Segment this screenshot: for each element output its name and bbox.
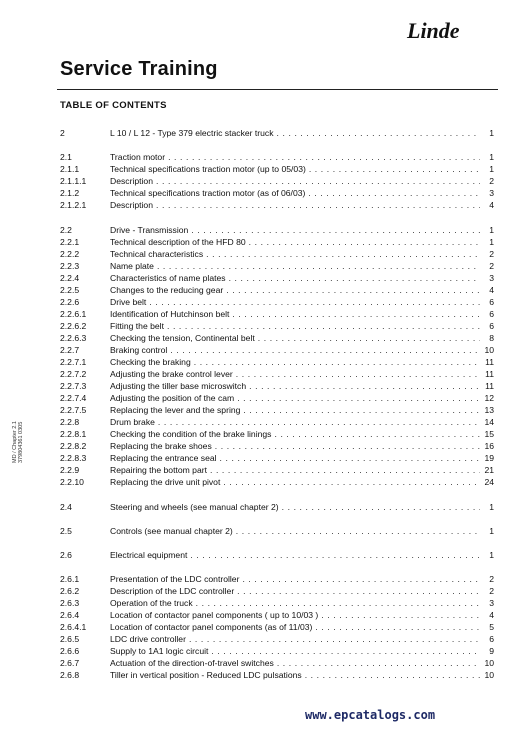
toc-entry[interactable] [60, 585, 496, 597]
toc-entry[interactable] [60, 573, 496, 585]
toc-entry-title: Technical specifications traction motor (up to 05/03) . . . [110, 163, 480, 175]
toc-entry-page: 11 [485, 357, 494, 367]
toc-entry[interactable] [60, 199, 496, 211]
toc-entry-number: 2.2.6.1 [60, 309, 87, 319]
toc-entry-number: 2.2.7.4 [60, 393, 87, 403]
toc-entry-title: Adjusting the tiller base microswitch . . . [110, 380, 480, 392]
toc-entry[interactable] [60, 284, 496, 296]
toc-entry-number: 2.2.8 [60, 417, 80, 427]
toc-entry-title: Presentation of the LDC controller . . . [110, 573, 480, 585]
logo-text: Linde [407, 18, 460, 43]
toc-entry-number: 2.6.3 [60, 598, 80, 608]
toc-entry[interactable] [60, 187, 496, 199]
toc-entry[interactable] [60, 669, 496, 681]
toc-entry-number: 2.6.7 [60, 658, 80, 668]
toc-entry-page: 5 [489, 622, 494, 632]
toc-entry[interactable] [60, 440, 496, 452]
toc-entry[interactable] [60, 549, 496, 561]
toc-entry-title: Technical characteristics . . . [110, 248, 480, 260]
toc-entry-number: 2.2.8.2 [60, 441, 87, 451]
toc-entry-number: 2.1.1 [60, 164, 80, 174]
toc-entry[interactable] [60, 464, 496, 476]
toc-entry[interactable] [60, 392, 496, 404]
toc-entry-page: 11 [485, 381, 494, 391]
toc-entry-page: 19 [484, 453, 494, 463]
toc-entry-page: 2 [489, 261, 494, 271]
toc-entry-title: LDC drive controller . . . [110, 633, 480, 645]
toc-entry-number: 2.2.4 [60, 273, 80, 283]
toc-entry-number: 2.6.6 [60, 646, 80, 656]
toc-entry-number: 2.2.5 [60, 285, 80, 295]
toc-entry-title: Adjusting the brake control lever . . . [110, 368, 480, 380]
toc-entry-title: Braking control . . . [110, 344, 480, 356]
toc-entry-title: Description . . . [110, 175, 480, 187]
toc-entry-title: Technical specifications traction motor (as of 06/03) . . . [110, 187, 480, 199]
toc-entry-page: 14 [484, 417, 494, 427]
toc-entry[interactable] [60, 224, 496, 236]
toc-entry-page: 4 [489, 285, 494, 295]
toc-entry-page: 2 [489, 574, 494, 584]
footer-url[interactable]: www.epcatalogs.com [305, 708, 436, 722]
toc-entry-title: Description of the LDC controller . . . [110, 585, 480, 597]
toc-entry-title: Steering and wheels (see manual chapter 2) . . . [110, 501, 480, 513]
toc-entry-number: 2.6.4.1 [60, 622, 87, 632]
side-note-line: 379804361 0305 [18, 421, 24, 463]
toc-entry[interactable] [60, 320, 496, 332]
toc-entry[interactable] [60, 272, 496, 284]
toc-entry-title: Description . . . [110, 199, 480, 211]
toc-entry-page: 10 [484, 670, 494, 680]
toc-entry-number: 2.2.10 [60, 477, 84, 487]
toc-entry[interactable] [60, 260, 496, 272]
toc-entry[interactable] [60, 609, 496, 621]
toc-entry-number: 2.2.9 [60, 465, 80, 475]
toc-entry-title: Checking the condition of the brake linings . . . [110, 428, 480, 440]
toc-entry[interactable] [60, 525, 496, 537]
toc-entry-number: 2.1.1.1 [60, 176, 87, 186]
toc-entry-title: Characteristics of name plates . . . [110, 272, 480, 284]
toc-entry[interactable] [60, 296, 496, 308]
toc-entry[interactable] [60, 127, 496, 139]
toc-entry-title: Traction motor . . . [110, 151, 480, 163]
toc-entry[interactable] [60, 380, 496, 392]
toc-entry-page: 6 [489, 297, 494, 307]
toc-entry-title: Drive - Transmission . . . [110, 224, 480, 236]
toc-entry-title: Actuation of the direction-of-travel switches . . . [110, 657, 480, 669]
toc-entry-page: 6 [489, 634, 494, 644]
toc-entry[interactable] [60, 633, 496, 645]
toc-entry-title: Tiller in vertical position - Reduced LDC pulsations . . . [110, 669, 480, 681]
toc-entry-number: 2.6.2 [60, 586, 80, 596]
toc-entry-number: 2.1.2.1 [60, 200, 87, 210]
toc-entry-number: 2.2.6.3 [60, 333, 87, 343]
toc-entry[interactable] [60, 452, 496, 464]
toc-entry-page: 1 [489, 526, 494, 536]
toc-entry-page: 10 [484, 345, 494, 355]
toc-entry-page: 1 [489, 550, 494, 560]
toc-heading: TABLE OF CONTENTS [60, 100, 167, 111]
toc-entry-title: Replacing the brake shoes . . . [110, 440, 480, 452]
toc-entry-page: 1 [489, 164, 494, 174]
toc-entry-title: Drum brake . . . [110, 416, 480, 428]
toc-entry-page: 1 [489, 237, 494, 247]
toc-entry[interactable] [60, 416, 496, 428]
toc-entry-title: Location of contactor panel components (as of 11/03) . . . [110, 621, 480, 633]
toc-entry-title: Supply to 1A1 logic circuit . . . [110, 645, 480, 657]
toc-entry-title: Checking the tension, Continental belt . . . [110, 332, 480, 344]
toc-entry-title: Replacing the lever and the spring . . . [110, 404, 480, 416]
toc-entry-title: Electrical equipment . . . [110, 549, 480, 561]
toc-entry[interactable] [60, 621, 496, 633]
toc-entry-page: 3 [489, 598, 494, 608]
toc-entry[interactable] [60, 344, 496, 356]
toc-entry-number: 2.2.2 [60, 249, 80, 259]
toc-entry-title: Drive belt . . . [110, 296, 480, 308]
toc-entry-page: 1 [489, 502, 494, 512]
toc-entry[interactable] [60, 236, 496, 248]
toc-entry-title: Location of contactor panel components ( up to 10/03 ) . . . [110, 609, 480, 621]
toc-entry-number: 2.2.8.1 [60, 429, 87, 439]
toc-entry-page: 9 [489, 646, 494, 656]
toc-entry-number: 2.6.4 [60, 610, 80, 620]
toc-entry-title: Controls (see manual chapter 2) . . . [110, 525, 480, 537]
toc-entry-page: 4 [489, 200, 494, 210]
toc-entry-title: Changes to the reducing gear . . . [110, 284, 480, 296]
toc-entry[interactable] [60, 428, 496, 440]
toc-entry-page: 13 [484, 405, 494, 415]
toc-entry-page: 11 [485, 369, 494, 379]
toc-entry-page: 2 [489, 249, 494, 259]
toc-entry-page: 12 [484, 393, 494, 403]
toc-entry-page: 1 [489, 152, 494, 162]
toc-entry-number: 2.2.7.2 [60, 369, 87, 379]
toc-entry-number: 2.2.6.2 [60, 321, 87, 331]
toc-entry-page: 21 [484, 465, 494, 475]
toc-entry-page: 3 [489, 188, 494, 198]
toc-entry-number: 2.2.7.3 [60, 381, 87, 391]
toc-entry[interactable] [60, 476, 496, 488]
toc-entry-number: 2.2.6 [60, 297, 80, 307]
toc-entry[interactable] [60, 248, 496, 260]
toc-entry-number: 2.6.5 [60, 634, 80, 644]
toc-entry-number: 2.5 [60, 526, 72, 536]
toc-entry[interactable] [60, 308, 496, 320]
toc-entry-title: Name plate . . . [110, 260, 480, 272]
toc-entry-title: Adjusting the position of the cam . . . [110, 392, 480, 404]
toc-entry[interactable] [60, 501, 496, 513]
toc-entry-page: 6 [489, 309, 494, 319]
toc-entry[interactable] [60, 645, 496, 657]
toc-entry-page: 10 [484, 658, 494, 668]
toc-entry[interactable] [60, 332, 496, 344]
toc-entry[interactable] [60, 151, 496, 163]
toc-entry-page: 3 [489, 273, 494, 283]
toc-entry-number: 2.2.1 [60, 237, 80, 247]
toc-entry[interactable] [60, 356, 496, 368]
toc-entry-page: 2 [489, 586, 494, 596]
toc-entry-title: L 10 / L 12 - Type 379 electric stacker truck . . . [110, 127, 480, 139]
toc-entry-title: Operation of the truck . . . [110, 597, 480, 609]
toc-entry-title: Checking the braking . . . [110, 356, 480, 368]
toc-entry[interactable] [60, 175, 496, 187]
toc-entry-page: 15 [484, 429, 494, 439]
toc-entry-number: 2 [60, 128, 65, 138]
toc-entry-title: Identification of Hutchinson belt . . . [110, 308, 480, 320]
toc-entry-number: 2.1 [60, 152, 72, 162]
toc-entry-number: 2.6.1 [60, 574, 80, 584]
toc-entry-title: Fitting the belt . . . [110, 320, 480, 332]
toc-entry-page: 24 [484, 477, 494, 487]
toc-entry-title: Replacing the drive unit pivot . . . [110, 476, 480, 488]
toc-entry-page: 16 [484, 441, 494, 451]
toc-entry-page: 1 [489, 128, 494, 138]
page-title: Service Training [60, 58, 218, 80]
toc-entry-number: 2.2.7 [60, 345, 80, 355]
toc-entry-page: 6 [489, 321, 494, 331]
toc-entry-page: 4 [489, 610, 494, 620]
toc-entry-page: 1 [489, 225, 494, 235]
toc-entry[interactable] [60, 163, 496, 175]
toc-entry[interactable] [60, 657, 496, 669]
toc-entry-title: Replacing the entrance seal . . . [110, 452, 480, 464]
side-note-line: MD / Chapter 2.1 [12, 421, 18, 463]
toc-entry-number: 2.4 [60, 502, 72, 512]
toc-entry-number: 2.2 [60, 225, 72, 235]
toc-entry-number: 2.2.8.3 [60, 453, 87, 463]
toc-entry-number: 2.1.2 [60, 188, 80, 198]
toc-entry[interactable] [60, 597, 496, 609]
toc-entry-number: 2.2.3 [60, 261, 80, 271]
toc-entry-page: 2 [489, 176, 494, 186]
toc-entry-number: 2.2.7.1 [60, 357, 87, 367]
toc-entry[interactable] [60, 404, 496, 416]
toc-entry-number: 2.6 [60, 550, 72, 560]
toc-entry-number: 2.2.7.5 [60, 405, 87, 415]
toc-entry-page: 8 [489, 333, 494, 343]
toc-entry[interactable] [60, 368, 496, 380]
toc-entry-title: Repairing the bottom part . . . [110, 464, 480, 476]
toc-entry-title: Technical description of the HFD 80 . . . [110, 236, 480, 248]
toc-entry-number: 2.6.8 [60, 670, 80, 680]
